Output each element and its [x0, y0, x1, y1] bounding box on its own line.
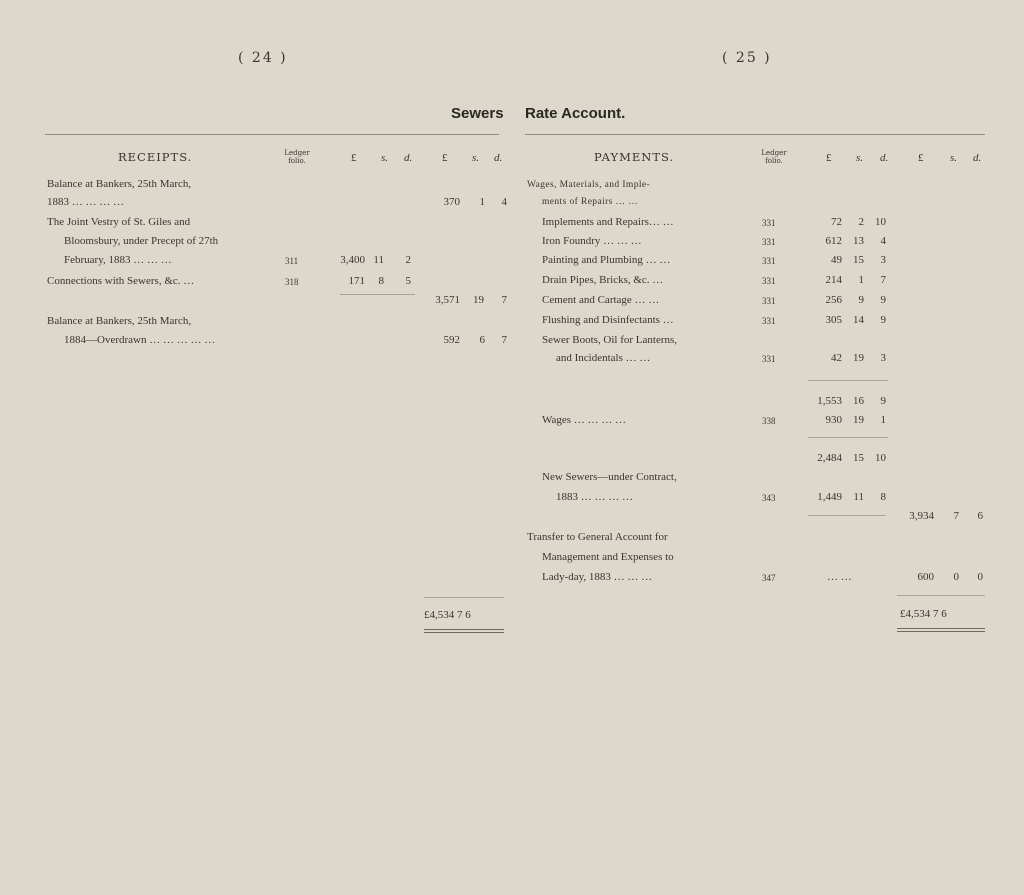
subtotal-rule [808, 515, 886, 516]
wages-pence: 1 [880, 414, 886, 426]
pence-header-2: d. [494, 152, 503, 164]
payment-item-shillings: 13 [853, 235, 864, 247]
payment-item-label-2: and Incidentals … … [556, 352, 651, 364]
new-sewers-pounds: 1,449 [817, 491, 842, 503]
new-sewers-pence: 8 [880, 491, 886, 503]
receipts-heading: RECEIPTS. [118, 150, 193, 164]
top-rule-right [525, 134, 985, 135]
payment-item-label: Flushing and Disinfectants … [542, 314, 674, 326]
receipt-total-pence: 7 [501, 334, 507, 346]
payment-item-shillings: 14 [853, 314, 864, 326]
payment-item-pounds: 305 [825, 314, 842, 326]
top-rule-left [45, 134, 499, 135]
receipt-line: 1884—Overdrawn … … … … … [64, 334, 216, 346]
payment-item-label: Iron Foundry … … … [542, 235, 642, 247]
receipts-grand-total: £4,534 7 6 [424, 609, 471, 621]
transfer-line: Lady-day, 1883 … … … [542, 571, 653, 583]
payment-item-folio: 331 [762, 237, 776, 247]
receipt-total-shillings: 1 [479, 196, 485, 208]
receipt-total-pounds: 592 [443, 334, 460, 346]
grand-total-top-rule-left [424, 597, 504, 598]
shilling-header-3: s. [856, 152, 864, 164]
title-right: Rate Account. [525, 105, 626, 122]
payment-item-shillings: 1 [858, 274, 864, 286]
pence-header-4: d. [973, 152, 982, 164]
shilling-header-2: s. [472, 152, 480, 164]
wages-shillings: 19 [853, 414, 864, 426]
receipt-total-pence: 4 [501, 196, 507, 208]
wages-label: Wages … … … … [542, 414, 627, 426]
payment-subtotal-1-shillings: 16 [853, 395, 864, 407]
receipt-amount-pence: 2 [405, 254, 411, 266]
transfer-shillings: 0 [953, 571, 959, 583]
pence-header: d. [404, 152, 413, 164]
payment-item-folio: 331 [762, 218, 776, 228]
subtotal-rule [340, 294, 415, 295]
receipt-folio: 318 [285, 277, 299, 287]
shilling-header-4: s. [950, 152, 958, 164]
grand-total-bottom-rule-right [897, 628, 985, 632]
receipt-amount-shillings: 8 [378, 275, 384, 287]
pound-header: £ [351, 152, 357, 164]
receipt-line: The Joint Vestry of St. Giles and [47, 216, 191, 228]
grand-total-bottom-rule-left [424, 629, 504, 633]
transfer-line: Transfer to General Account for [527, 531, 668, 543]
new-sewers-shillings: 11 [853, 491, 864, 503]
payment-subtotal-3-shillings: 7 [953, 510, 959, 522]
payment-item-pence: 7 [880, 274, 886, 286]
subtotal-rule [808, 380, 888, 381]
receipt-line: February, 1883 … … … [64, 254, 172, 266]
payment-item-label: Cement and Cartage … … [542, 294, 660, 306]
payment-item-label: Painting and Plumbing … … [542, 254, 671, 266]
wages-folio: 338 [762, 416, 776, 426]
payments-heading: PAYMENTS. [594, 150, 675, 164]
pence-header-3: d. [880, 152, 889, 164]
subtotal-rule [808, 437, 888, 438]
payments-grand-total: £4,534 7 6 [900, 608, 947, 620]
payments-section-heading-2: ments of Repairs … … [542, 197, 639, 207]
receipt-total-pounds: 370 [443, 196, 460, 208]
payment-item-shillings: 9 [858, 294, 864, 306]
payment-item-shillings: 19 [853, 352, 864, 364]
payment-subtotal-2-shillings: 15 [853, 452, 864, 464]
payment-item-folio: 331 [762, 296, 776, 306]
payment-item-pence: 9 [880, 294, 886, 306]
payment-subtotal-1-pounds: 1,553 [817, 395, 842, 407]
receipt-amount-pounds: 171 [348, 275, 365, 287]
receipt-subtotal-pence: 7 [501, 294, 507, 306]
grand-total-top-rule-right [897, 595, 985, 596]
payments-section-heading: Wages, Materials, and Imple- [527, 180, 651, 190]
new-sewers-label-2: 1883 … … … … [556, 491, 633, 503]
receipt-amount-pounds: 3,400 [340, 254, 365, 266]
payment-item-pounds: 72 [831, 216, 842, 228]
pound-header-2: £ [442, 152, 448, 164]
transfer-folio: 347 [762, 573, 776, 583]
ledger-folio-header-left: Ledger folio. [284, 149, 310, 165]
shilling-header: s. [381, 152, 389, 164]
payment-item-label: Sewer Boots, Oil for Lanterns, [542, 334, 678, 346]
pound-header-4: £ [918, 152, 924, 164]
title-left: Sewers [451, 105, 504, 122]
pound-header-3: £ [826, 152, 832, 164]
receipt-line: Bloomsbury, under Precept of 27th [64, 235, 219, 247]
payment-item-pence: 3 [880, 352, 886, 364]
transfer-dots: … … [827, 571, 852, 583]
payment-item-pounds: 214 [825, 274, 842, 286]
receipt-amount-shillings: 11 [373, 254, 384, 266]
payment-item-folio: 331 [762, 316, 776, 326]
receipt-line: 1883 … … … … [47, 196, 124, 208]
payment-item-shillings: 15 [853, 254, 864, 266]
payment-item-pounds: 49 [831, 254, 842, 266]
payment-item-folio: 331 [762, 256, 776, 266]
payment-item-shillings: 2 [858, 216, 864, 228]
new-sewers-label: New Sewers—under Contract, [542, 471, 677, 483]
payment-item-pounds: 42 [831, 352, 842, 364]
page-number-right: ( 25 ) [722, 50, 772, 66]
payment-item-pence: 10 [875, 216, 886, 228]
payment-subtotal-3-pence: 6 [977, 510, 983, 522]
payment-item-folio: 331 [762, 276, 776, 286]
new-sewers-folio: 343 [762, 493, 776, 503]
payment-item-folio: 331 [762, 354, 776, 364]
ledger-folio-header-right: Ledger folio. [761, 149, 787, 165]
transfer-pence: 0 [977, 571, 983, 583]
payment-subtotal-1-pence: 9 [880, 395, 886, 407]
payment-item-label: Implements and Repairs… … [542, 216, 674, 228]
wages-pounds: 930 [825, 414, 842, 426]
payment-item-pounds: 612 [825, 235, 842, 247]
transfer-line: Management and Expenses to [542, 551, 674, 563]
receipt-line: Balance at Bankers, 25th March, [47, 178, 192, 190]
payment-item-pence: 3 [880, 254, 886, 266]
receipt-subtotal-pounds: 3,571 [435, 294, 460, 306]
receipt-amount-pence: 5 [405, 275, 411, 287]
payment-item-label: Drain Pipes, Bricks, &c. … [542, 274, 664, 286]
receipt-total-shillings: 6 [479, 334, 485, 346]
payment-item-pounds: 256 [825, 294, 842, 306]
receipt-folio: 311 [285, 256, 299, 266]
payment-subtotal-2-pence: 10 [875, 452, 886, 464]
payment-item-pence: 4 [880, 235, 886, 247]
receipt-subtotal-shillings: 19 [473, 294, 484, 306]
payment-subtotal-3-pounds: 3,934 [909, 510, 934, 522]
transfer-pounds: 600 [917, 571, 934, 583]
receipt-line: Connections with Sewers, &c. … [47, 275, 195, 287]
payment-item-pence: 9 [880, 314, 886, 326]
payment-subtotal-2-pounds: 2,484 [817, 452, 842, 464]
receipt-line: Balance at Bankers, 25th March, [47, 315, 192, 327]
page-number-left: ( 24 ) [238, 50, 288, 66]
